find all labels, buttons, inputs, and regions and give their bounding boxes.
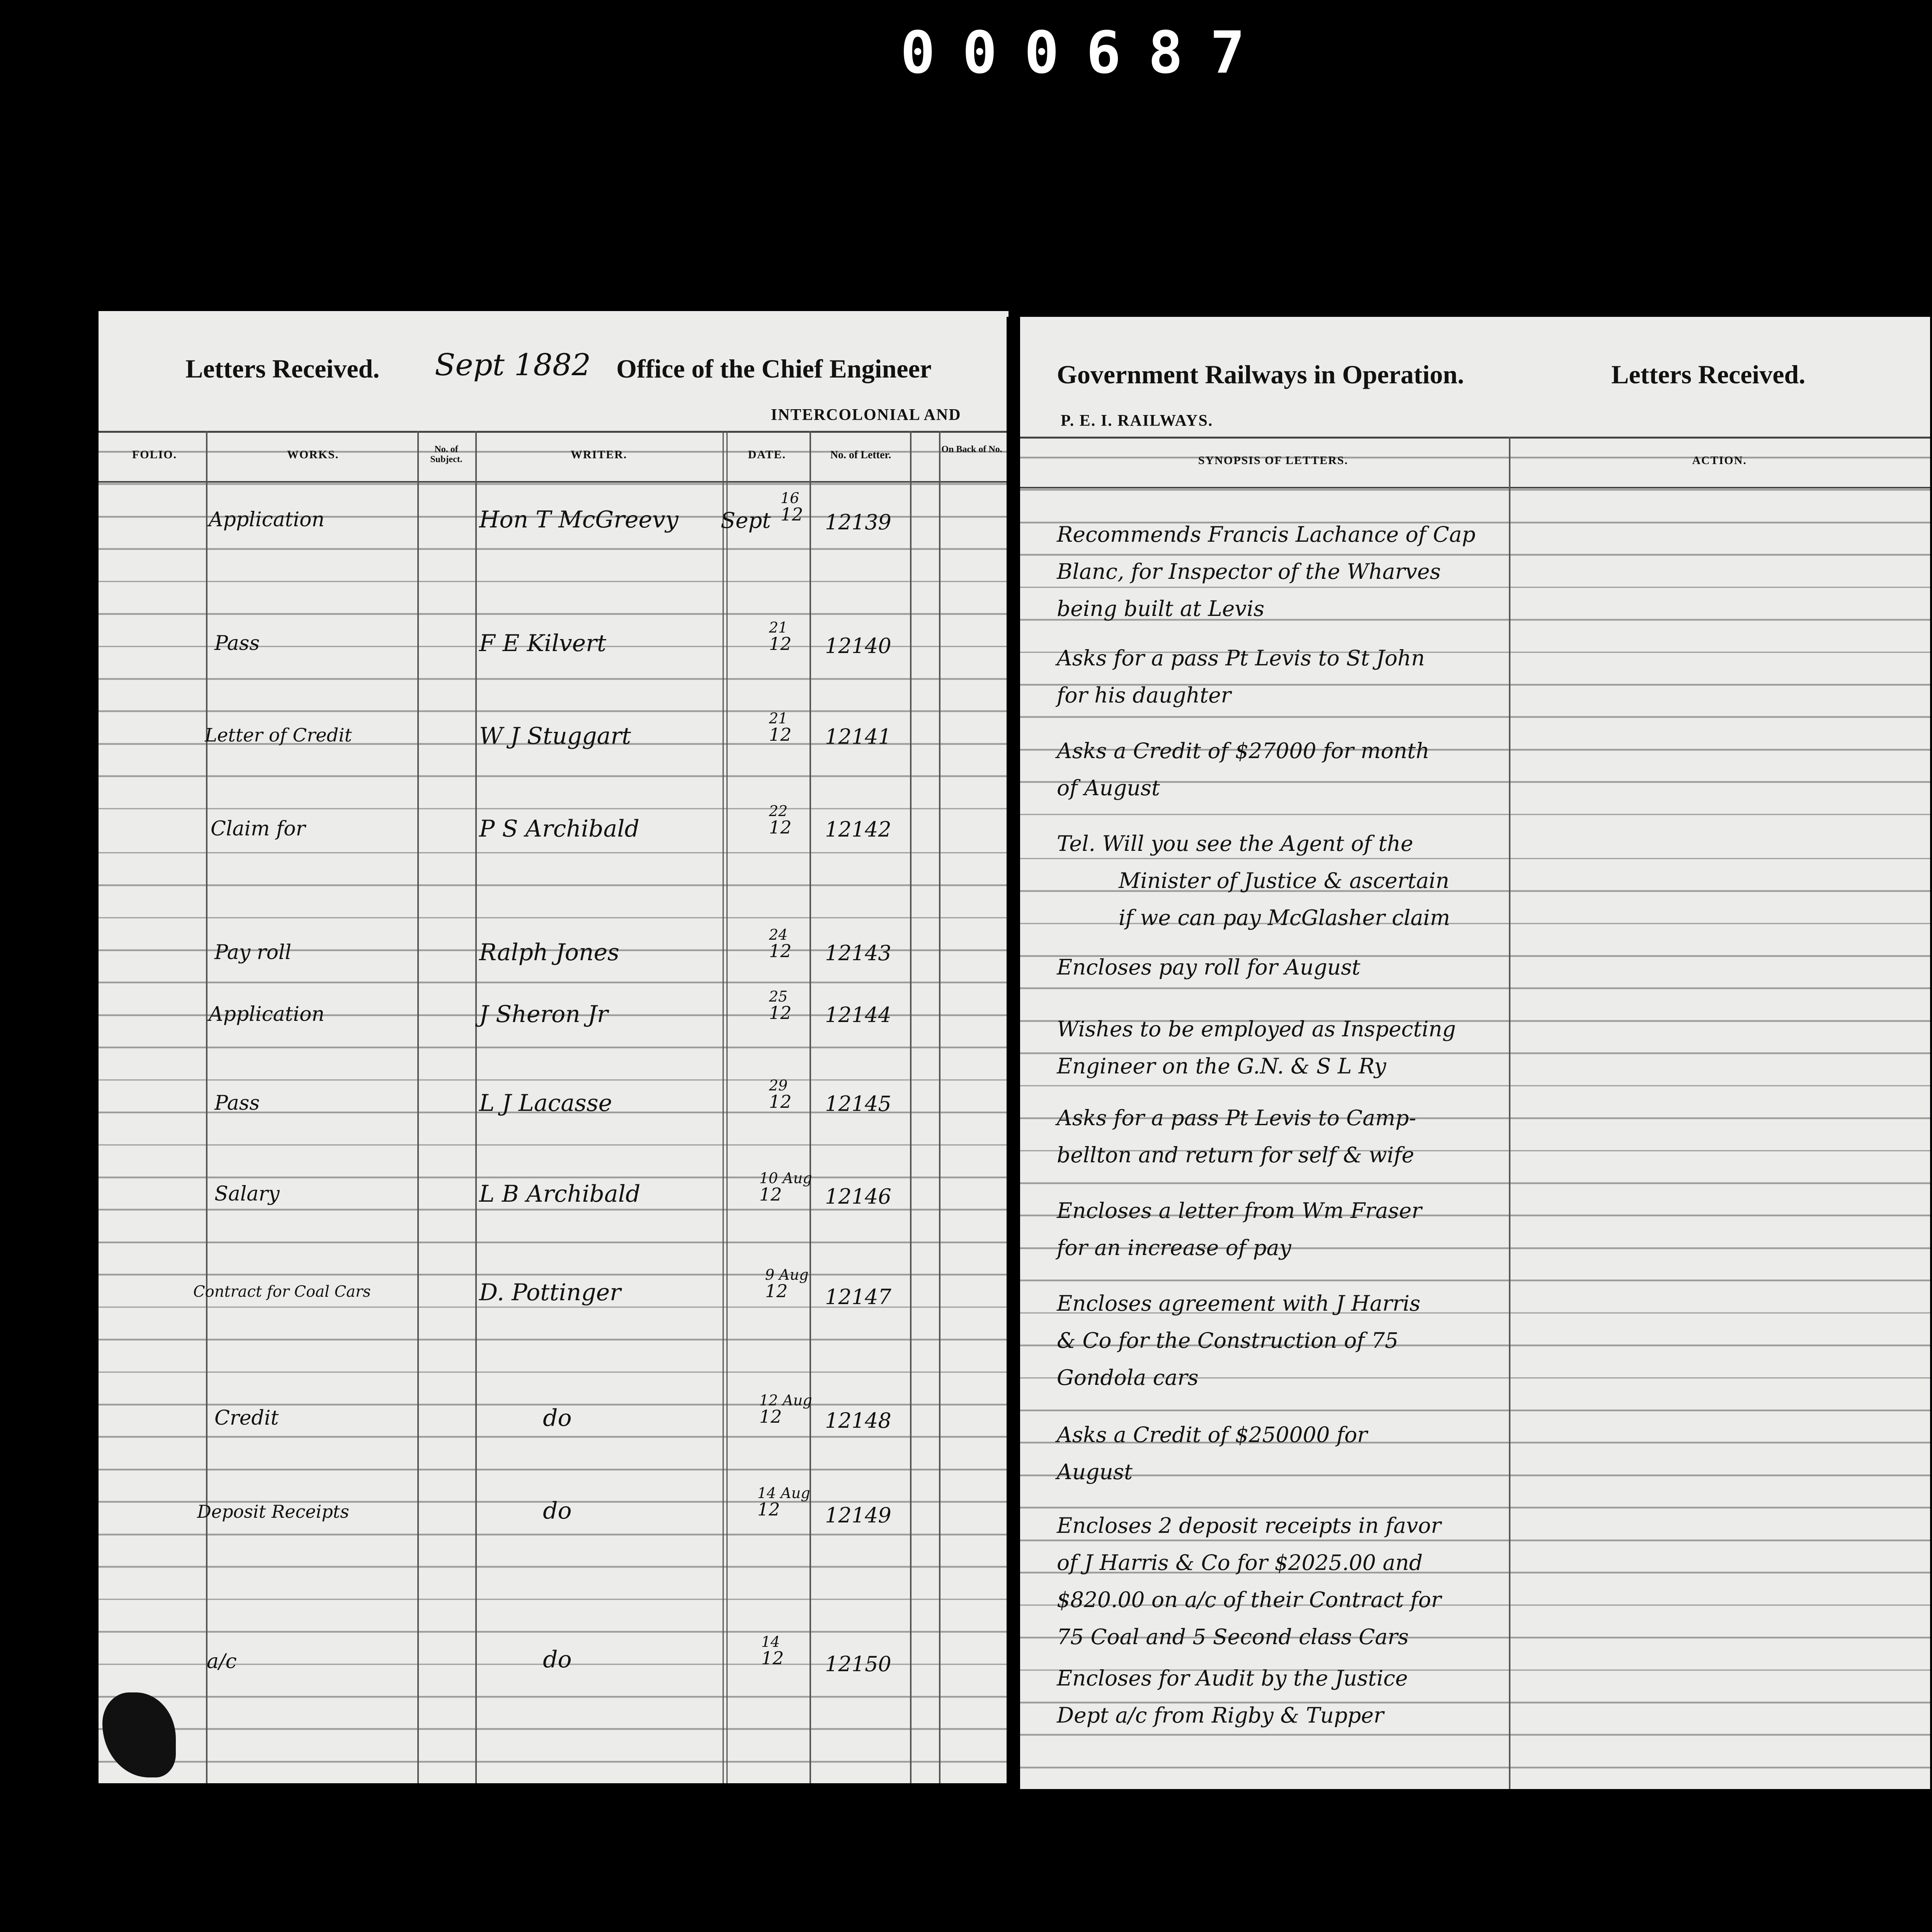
header-rule-top: [99, 431, 1009, 433]
ledger-left-page: [99, 311, 1009, 1783]
entry-letter-no: 12146: [825, 1184, 891, 1209]
entry-synopsis: [1057, 1099, 1513, 1173]
entry-mo: 12: [757, 1499, 780, 1520]
entry-synopsis: [1057, 639, 1513, 714]
entry-writer: do: [543, 1497, 572, 1524]
entry-synopsis: [1057, 1660, 1513, 1734]
entry-writer: W J Stuggart: [479, 723, 631, 750]
header-letters-received-left: Letters Received.: [185, 354, 380, 383]
entry-works: Deposit Receipts: [197, 1501, 349, 1522]
entry-works: Salary: [214, 1182, 280, 1206]
synopsis-line: Asks a Credit of $250000 for: [1057, 1422, 1367, 1447]
entry-synopsis: [1057, 1416, 1513, 1490]
entry-works: Application: [209, 1003, 325, 1026]
entry-letter-no: 12141: [825, 724, 891, 749]
synopsis-line: for his daughter: [1057, 683, 1231, 707]
ledger-right-page: [1020, 317, 1930, 1789]
header-government-railways: Government Railways in Operation.: [1057, 360, 1464, 389]
entry-mo: 12: [769, 940, 792, 961]
col-divider: [206, 431, 207, 1783]
synopsis-line: Minister of Justice & ascertain: [1119, 868, 1449, 893]
entry-mo: 12: [769, 1002, 792, 1023]
right-page-header: [1020, 317, 1930, 437]
entry-letter-no: 12148: [825, 1408, 891, 1433]
synopsis-line: Asks for a pass Pt Levis to Camp-: [1057, 1105, 1416, 1130]
col-header-folio: FOLIO.: [132, 448, 177, 461]
entry-date: [765, 1267, 809, 1300]
col-header-works: WORKS.: [287, 448, 339, 461]
entry-day: 16: [781, 490, 799, 507]
header-rule-bottom: [99, 481, 1009, 483]
synopsis-line: bellton and return for self & wife: [1057, 1143, 1414, 1167]
entry-works: Pass: [214, 632, 260, 655]
entry-date: [769, 711, 792, 743]
entry-letter-no: 12143: [825, 941, 891, 965]
entry-writer: Ralph Jones: [479, 939, 619, 966]
entry-day: 14 Aug: [757, 1485, 810, 1502]
synopsis-line: Recommends Francis Lachance of Cap: [1057, 522, 1476, 547]
col-header-action: ACTION.: [1692, 454, 1747, 467]
col-header-date: DATE.: [748, 448, 786, 461]
entry-mo: 12: [761, 1648, 784, 1668]
entry-day: 22: [769, 803, 788, 820]
entry-synopsis: [1057, 1507, 1513, 1655]
synopsis-line: Asks a Credit of $27000 for month: [1057, 738, 1430, 763]
entry-synopsis: [1057, 1285, 1513, 1396]
synopsis-line: $820.00 on a/c of their Contract for: [1057, 1587, 1441, 1612]
entry-mo: 12: [769, 633, 792, 654]
entry-date: [769, 804, 792, 836]
synopsis-line: Encloses 2 deposit receipts in favor: [1057, 1513, 1441, 1538]
header-letters-received-right: Letters Received.: [1611, 360, 1806, 389]
entry-writer: do: [543, 1405, 572, 1432]
entry-day: 14: [761, 1633, 780, 1650]
entry-date: [759, 1171, 812, 1203]
entry-day: 12 Aug: [759, 1392, 812, 1409]
synopsis-line: Tel. Will you see the Agent of the: [1057, 831, 1413, 856]
synopsis-line: 75 Coal and 5 Second class Cars: [1057, 1624, 1409, 1649]
entry-mo: 12: [769, 724, 792, 745]
entry-synopsis: [1057, 1010, 1513, 1085]
entry-mo: 12: [769, 1091, 792, 1112]
entry-writer: D. Pottinger: [479, 1279, 621, 1306]
entry-day: 29: [769, 1077, 788, 1094]
entry-mo: 12: [759, 1406, 782, 1427]
synopsis-line: of August: [1057, 776, 1160, 800]
header-pei-railways: P. E. I. RAILWAYS.: [1061, 412, 1213, 430]
synopsis-line: Dept a/c from Rigby & Tupper: [1057, 1703, 1384, 1728]
col-divider: [475, 431, 477, 1783]
entry-letter-no: 12142: [825, 817, 891, 842]
entry-works: Letter of Credit: [205, 724, 352, 746]
entry-writer: F E Kilvert: [479, 630, 606, 657]
entry-works: Pay roll: [214, 941, 291, 964]
entry-synopsis: [1057, 732, 1513, 806]
synopsis-line: Blanc, for Inspector of the Wharves: [1057, 559, 1441, 584]
entry-date: [761, 1634, 784, 1667]
header-rule-top: [1020, 437, 1930, 439]
entry-works: Contract for Coal Cars: [193, 1283, 371, 1301]
entry-works: Credit: [214, 1406, 279, 1430]
synopsis-line: Gondola cars: [1057, 1365, 1199, 1390]
entry-date: [757, 1486, 810, 1518]
synopsis-line: Engineer on the G.N. & S L Ry: [1057, 1054, 1386, 1078]
entry-writer: L J Lacasse: [479, 1090, 612, 1117]
col-header-no-subject: No. of Subject.: [430, 444, 463, 464]
entry-letter-no: 12140: [825, 634, 891, 658]
frame-number: 000687: [900, 19, 1272, 87]
entry-mo: 12: [769, 817, 792, 838]
entry-synopsis: [1057, 516, 1513, 627]
synopsis-line: for an increase of pay: [1057, 1235, 1291, 1260]
entry-letter-no: 12149: [825, 1503, 891, 1527]
entry-synopsis: [1057, 949, 1513, 986]
entry-writer: P S Archibald: [479, 815, 639, 842]
synopsis-line: Asks for a pass Pt Levis to St John: [1057, 646, 1425, 670]
entry-day: 21: [769, 619, 788, 636]
col-divider: [723, 431, 724, 1783]
synopsis-line: & Co for the Construction of 75: [1057, 1328, 1399, 1353]
entry-date: [769, 989, 792, 1022]
entry-works: a/c: [207, 1650, 237, 1673]
entry-works: Pass: [214, 1092, 260, 1115]
synopsis-line: being built at Levis: [1057, 596, 1265, 621]
entry-day: 10 Aug: [759, 1170, 812, 1187]
col-divider: [939, 431, 940, 1783]
col-header-no-letter: No. of Letter.: [830, 449, 891, 461]
col-divider: [910, 431, 912, 1783]
header-rule-bottom: [1020, 487, 1930, 488]
synopsis-line: if we can pay McGlasher claim: [1119, 905, 1450, 930]
header-office-title: Office of the Chief Engineer: [616, 354, 932, 383]
entry-works: Application: [209, 508, 325, 531]
entry-day: 21: [769, 710, 788, 727]
entry-date: [781, 491, 803, 523]
entry-letter-no: 12139: [825, 510, 891, 534]
entry-day: 25: [769, 988, 788, 1005]
entry-month: Sept: [721, 508, 771, 533]
synopsis-line: Encloses for Audit by the Justice: [1057, 1666, 1408, 1690]
synopsis-line: Wishes to be employed as Inspecting: [1057, 1017, 1456, 1041]
left-page-header: [99, 311, 1009, 431]
synopsis-line: Encloses pay roll for August: [1057, 955, 1361, 980]
entry-synopsis: [1057, 1192, 1513, 1266]
entry-date: [769, 927, 792, 960]
entry-mo: 12: [759, 1184, 782, 1205]
entry-day: 24: [769, 926, 788, 943]
entry-writer: J Sheron Jr: [479, 1001, 608, 1028]
col-divider: [417, 431, 419, 1783]
entry-works: Claim for: [211, 817, 306, 840]
entry-date: [759, 1393, 812, 1425]
synopsis-line: August: [1057, 1459, 1133, 1484]
entry-date: [769, 620, 792, 653]
synopsis-line: of J Harris & Co for $2025.00 and: [1057, 1550, 1423, 1575]
entry-mo: 12: [765, 1281, 788, 1301]
synopsis-line: Encloses a letter from Wm Fraser: [1057, 1198, 1422, 1223]
entry-writer: do: [543, 1646, 572, 1673]
header-date: Sept 1882: [435, 348, 591, 383]
entry-letter-no: 12145: [825, 1092, 891, 1116]
entry-synopsis: [1057, 825, 1513, 936]
col-header-on-back: On Back of No.: [941, 444, 1002, 454]
col-header-synopsis: SYNOPSIS OF LETTERS.: [1198, 454, 1349, 467]
col-header-writer: WRITER.: [570, 448, 628, 461]
entry-writer: L B Archibald: [479, 1180, 641, 1208]
entry-letter-no: 12144: [825, 1003, 891, 1027]
col-divider: [810, 431, 811, 1783]
entry-letter-no: 12150: [825, 1652, 891, 1676]
header-intercolonial: INTERCOLONIAL AND: [771, 406, 961, 424]
entry-day: 9 Aug: [765, 1266, 809, 1283]
synopsis-line: Encloses agreement with J Harris: [1057, 1291, 1421, 1316]
entry-mo: 12: [781, 504, 803, 525]
entry-letter-no: 12147: [825, 1285, 891, 1309]
entry-writer: Hon T McGreevy: [479, 506, 679, 533]
entry-date: [769, 1078, 792, 1111]
